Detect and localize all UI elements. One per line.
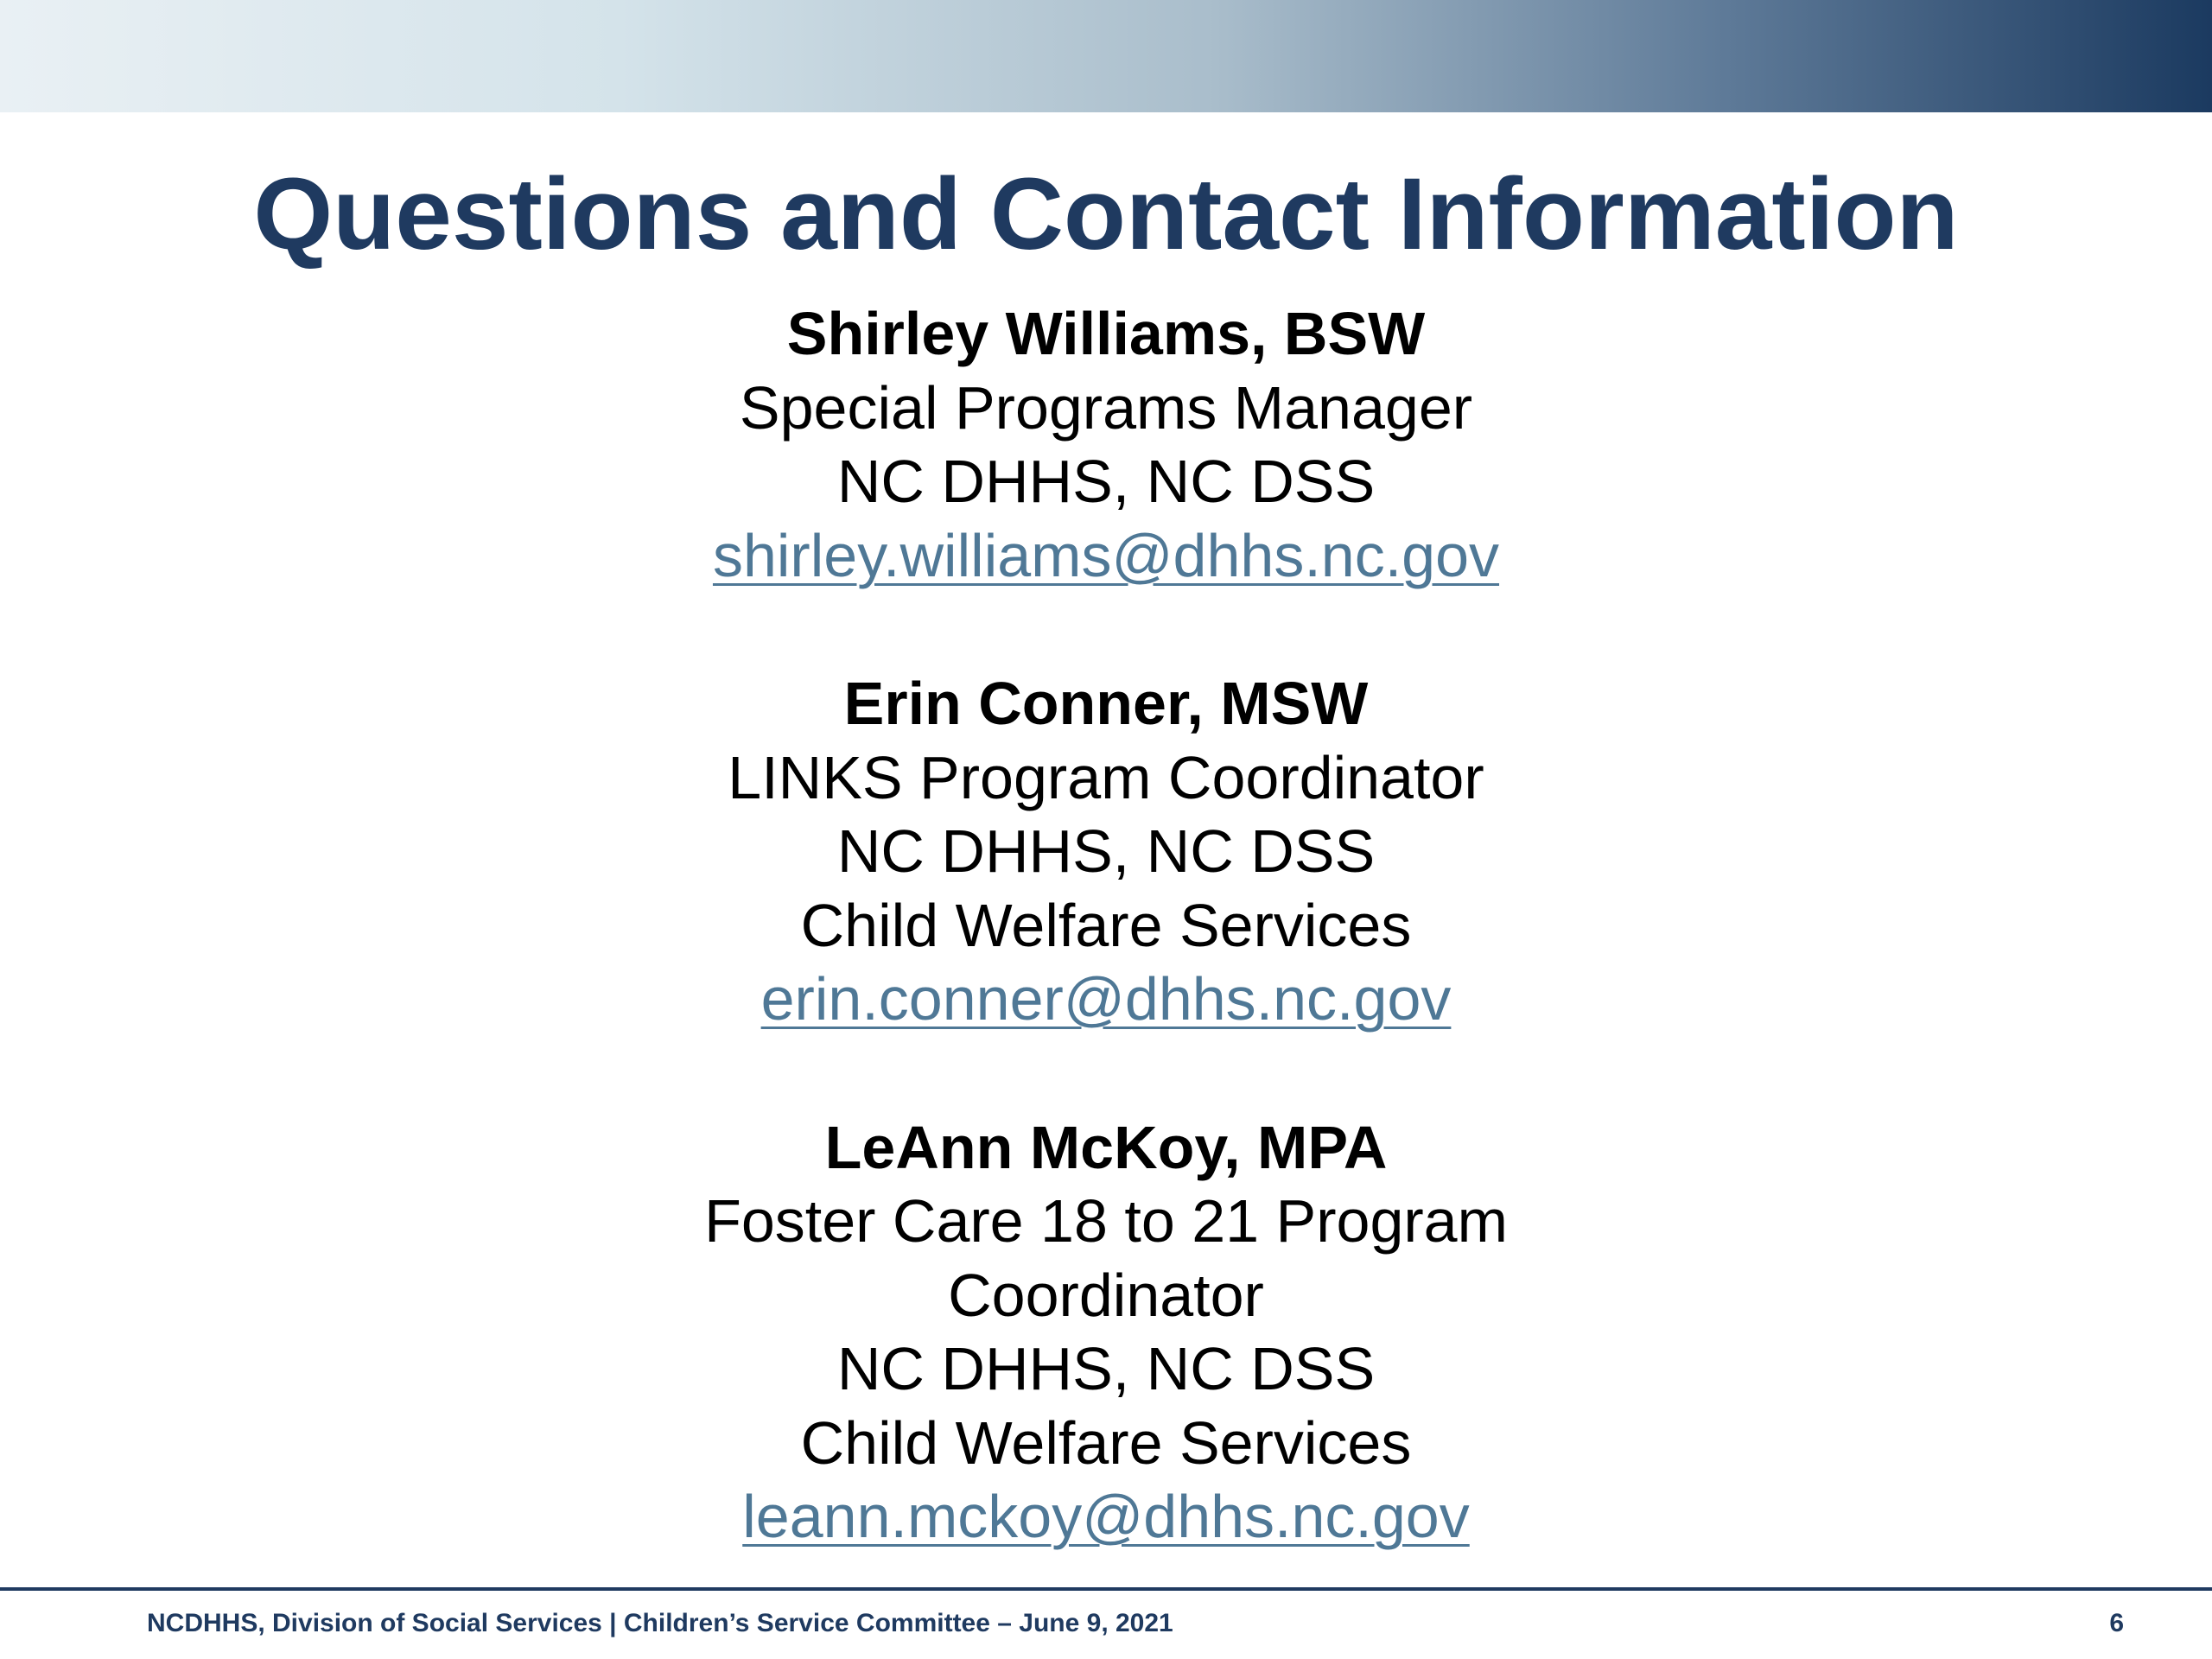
contact-email-link[interactable]: erin.conner@dhhs.nc.gov — [760, 965, 1452, 1033]
footer-divider — [0, 1587, 2212, 1591]
top-gradient-banner — [0, 0, 2212, 112]
contact-organization: NC DHHS, NC DSS — [836, 1335, 1376, 1402]
contact-name: Erin Conner, MSW — [843, 670, 1369, 737]
contact-role: Foster Care 18 to 21 Program — [704, 1187, 1508, 1255]
contact-role: Special Programs Manager — [739, 373, 1473, 442]
contact-organization: NC DHHS, NC DSS — [836, 448, 1376, 515]
contact-email-link[interactable]: leann.mckoy@dhhs.nc.gov — [742, 1483, 1470, 1550]
footer-text: NCDHHS, Division of Social Services | Children’s Service Committee – June 9, 2021 — [147, 1609, 1173, 1637]
slide-title: Questions and Contact Information — [253, 157, 1959, 271]
contact-organization: NC DHHS, NC DSS — [836, 817, 1376, 885]
contact-role: LINKS Program Coordinator — [728, 743, 1484, 811]
contact-name: Shirley Williams, BSW — [786, 300, 1426, 367]
contact-erin-conner — [0, 667, 2212, 1037]
contact-department: Child Welfare Services — [800, 891, 1412, 959]
contact-leann-mckoy — [0, 1111, 2212, 1554]
contact-role-continued: Coordinator — [948, 1261, 1264, 1329]
contact-name: LeAnn McKoy, MPA — [824, 1113, 1388, 1181]
contact-email-link[interactable]: shirley.williams@dhhs.nc.gov — [712, 521, 1500, 589]
contact-list — [0, 297, 2212, 1554]
contact-department: Child Welfare Services — [800, 1408, 1412, 1477]
page-number: 6 — [2109, 1609, 2124, 1637]
contact-shirley-williams — [0, 297, 2212, 593]
